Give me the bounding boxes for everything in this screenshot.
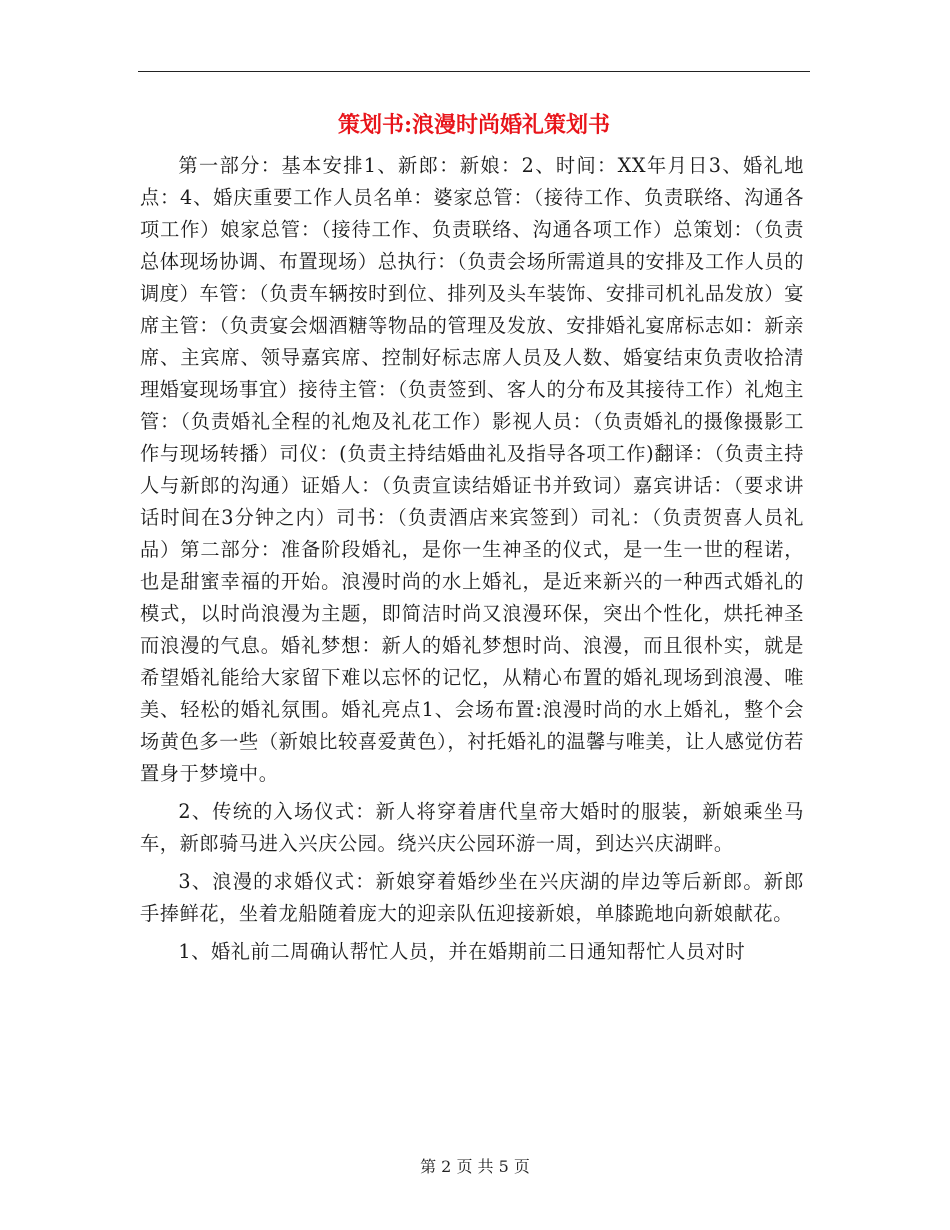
page-number: 第 2 页 共 5 页	[420, 1157, 530, 1176]
document-title: 策划书:浪漫时尚婚礼策划书	[337, 112, 611, 138]
paragraph-3: 3、浪漫的求婚仪式：新娘穿着婚纱坐在兴庆湖的岸边等后新郎。新郎手捧鲜花，坐着龙船随着庞大的迎亲队伍迎接新娘，单膝跪地向新娘献花。	[140, 870, 804, 925]
paragraph-4: 1、婚礼前二周确认帮忙人员，并在婚期前二日通知帮忙人员对时	[178, 940, 746, 963]
paragraph-2: 2、传统的入场仪式：新人将穿着唐代皇帝大婚时的服装，新娘乘坐马车，新郎骑马进入兴庆公园。绕兴庆公园环游一周，到达兴庆湖畔。	[140, 800, 804, 855]
document-body	[140, 150, 804, 974]
paragraph-1: 第一部分：基本安排1、新郎：新娘：2、时间：XX年月日3、婚礼地点：4、婚庆重要工作人员名单：婆家总管：（接待工作、负责联络、沟通各项工作）娘家总管：（接待工作、负责联络、沟通各项工作）总策划：（负责总体现场协调、布置现场）总执行：（负责会场所需道具的安排及工作人员的调度）车管：（负责车辆按时到位、排列及头车装饰、安排司机礼品发放）宴席主管：（负责宴会烟酒糖等物品的管理及发放、安排婚礼宴席标志如：新亲席、主宾席、领导嘉宾席、控制好标志席人员及人数、婚宴结束负责收拾清理婚宴现场事宜）接待主管：（负责签到、客人的分布及其接待工作）礼炮主管：（负责婚礼全程的礼炮及礼花工作）影视人员：（负责婚礼的摄像摄影工作与现场转播）司仪：(负责主持结婚曲礼及指导各项工作)翻译：（负责主持人与新郎的沟通）证婚人：（负责宣读结婚证书并致词）嘉宾讲话：（要求讲话时间在3分钟之内）司书：（负责酒店来宾签到）司礼：（负责贺喜人员礼品）第二部分：准备阶段婚礼，是你一生神圣的仪式，是一生一世的程诺，也是甜蜜幸福的开始。浪漫时尚的水上婚礼，是近来新兴的一种西式婚礼的模式，以时尚浪漫为主题，即简洁时尚又浪漫环保，突出个性化，烘托神圣而浪漫的气息。婚礼梦想：新人的婚礼梦想时尚、浪漫，而且很朴实，就是希望婚礼能给大家留下难以忘怀的记忆，从精心布置的婚礼现场到浪漫、唯美、轻松的婚礼氛围。婚礼亮点1、会场布置:浪漫时尚的水上婚礼，整个会场黄色多一些（新娘比较喜爱黄色），衬托婚礼的温馨与唯美，让人感觉仿若置身于梦境中。	[140, 154, 804, 785]
header-rule	[138, 71, 810, 72]
